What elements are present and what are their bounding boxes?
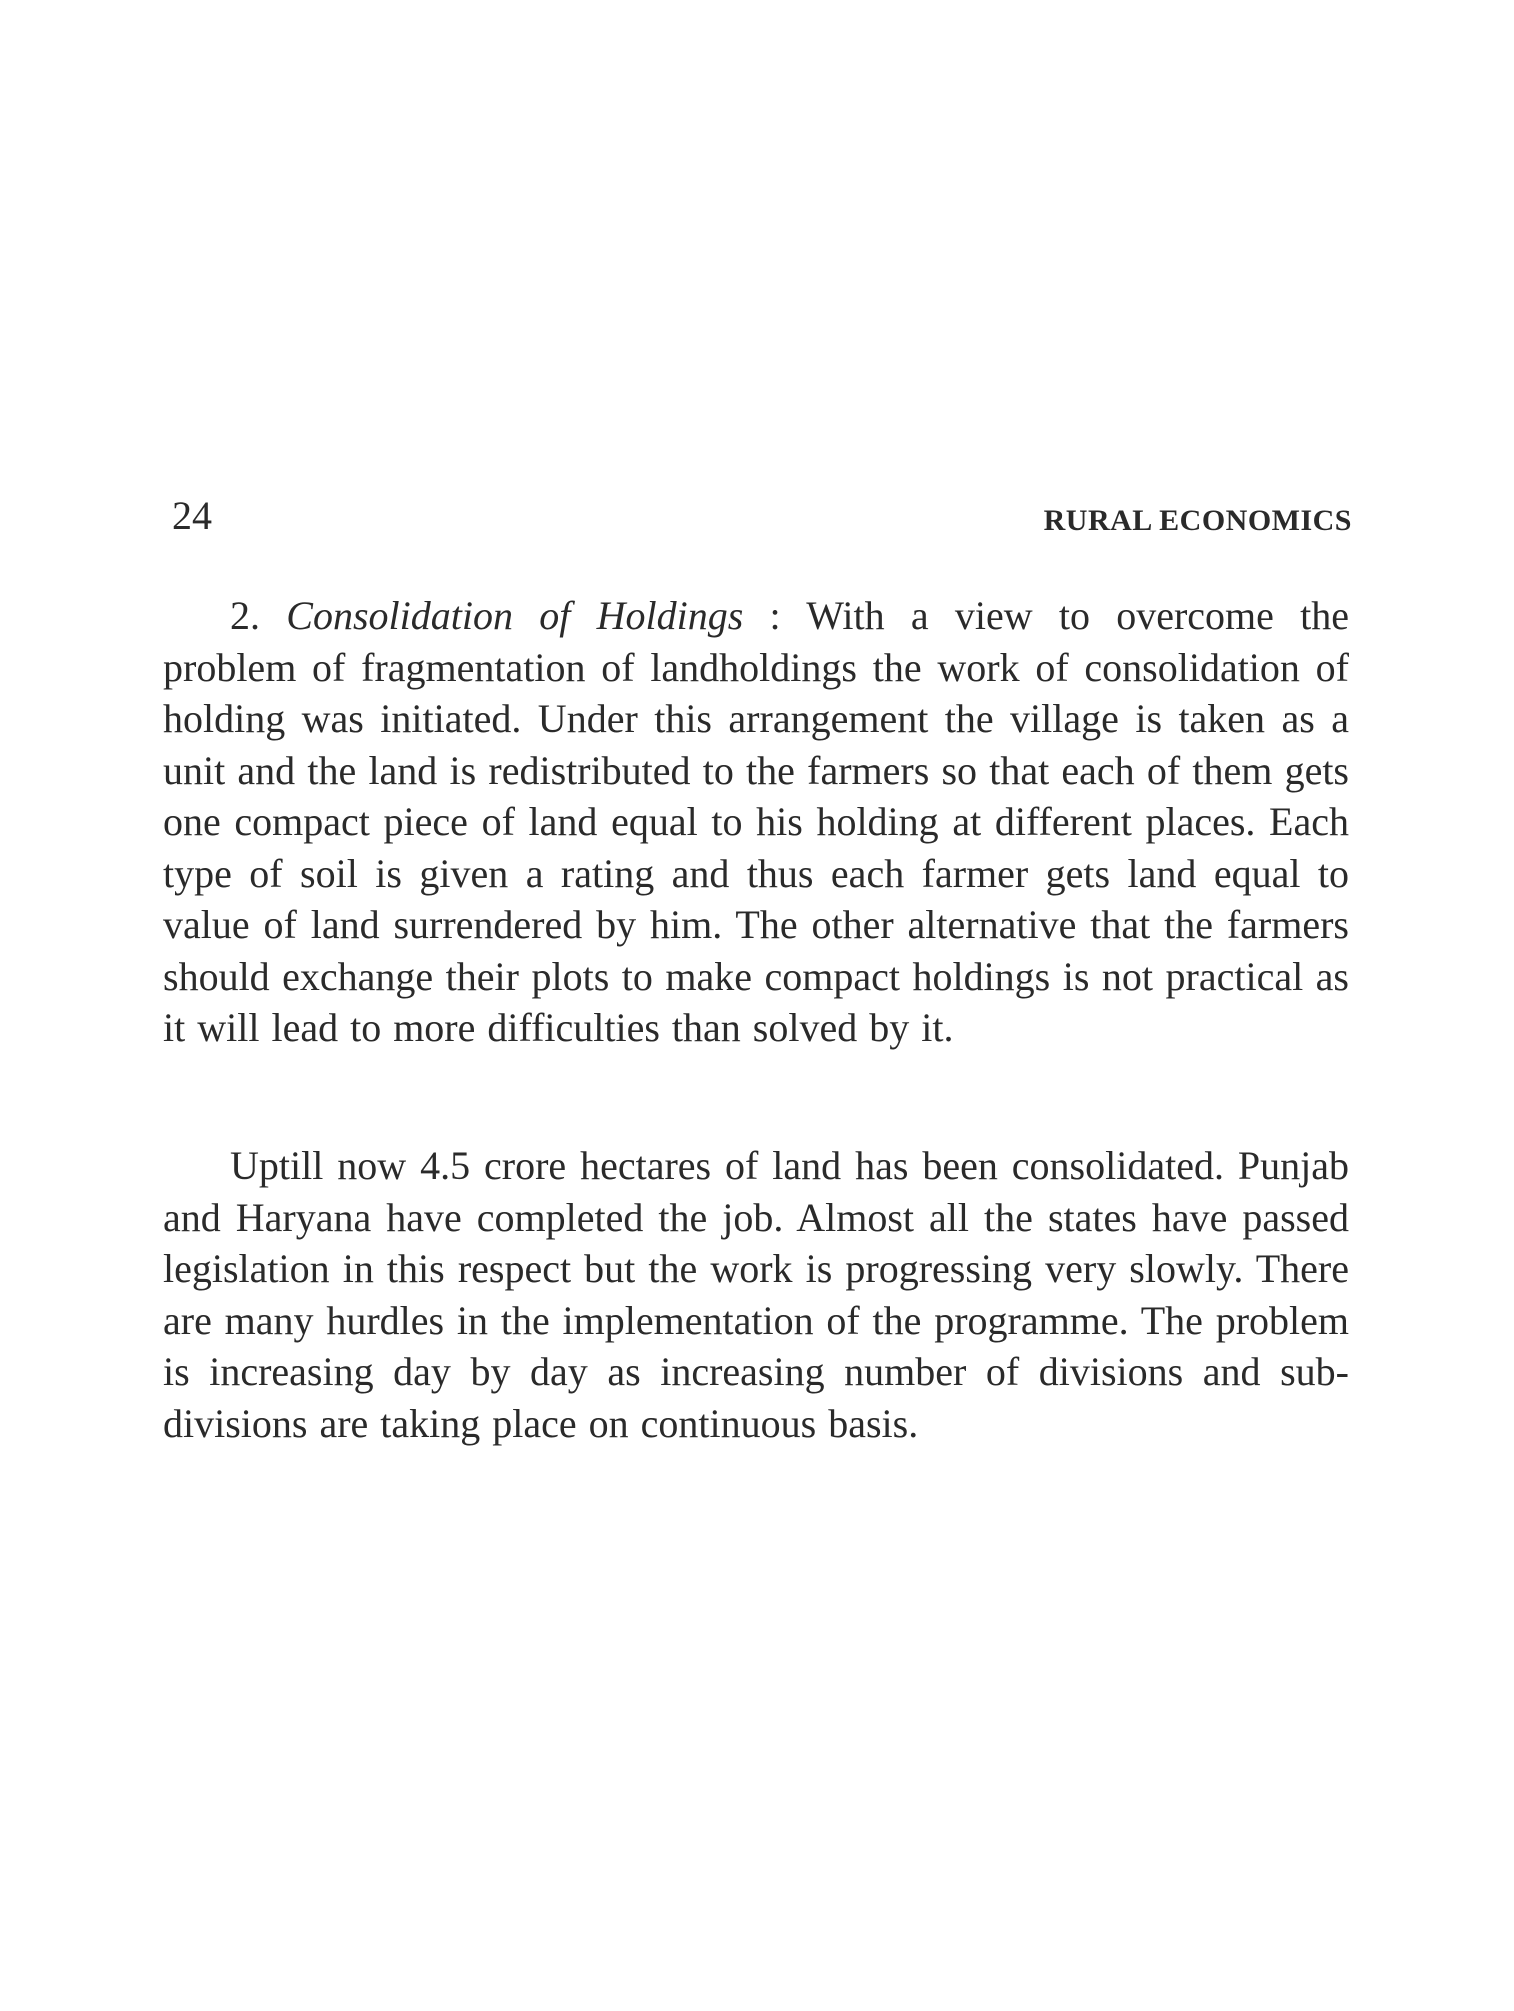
paragraph-consolidation <box>163 590 1349 1054</box>
paragraph-text: Uptill now 4.5 crore hectares of land has been consolidated. Punjab and Haryana have completed the job. Almost all the states have passed legislation in this respect but the work is progressing very slowly. There are many hurdles in the implementation of the programme. The problem is increasing day by day as increasing number of divisions and sub-divisions are taking place on continuous basis. <box>163 1143 1349 1446</box>
page-number: 24 <box>172 493 212 538</box>
paragraph-progress <box>163 1140 1349 1449</box>
paragraph-text: With a view to overcome the problem of fragmentation of landholdings the work of consolidation of holding was initiated. Under this arrangement the village is taken as a unit and the land is redistributed to the farmers so that each of them gets one compact piece of land equal to his holding at different places. Each type of soil is given a rating and thus each farmer gets land equal to value of land surrendered by him. The other alternative that the farmers should exchange their plots to make compact holdings is not practical as it will lead to more difficulties than solved by it. <box>163 593 1350 1050</box>
section-number: 2. <box>230 593 260 638</box>
heading-separator: : <box>743 593 807 638</box>
running-head: RURAL ECONOMICS <box>1043 504 1352 537</box>
section-heading: Consolidation of Holdings <box>286 593 744 638</box>
